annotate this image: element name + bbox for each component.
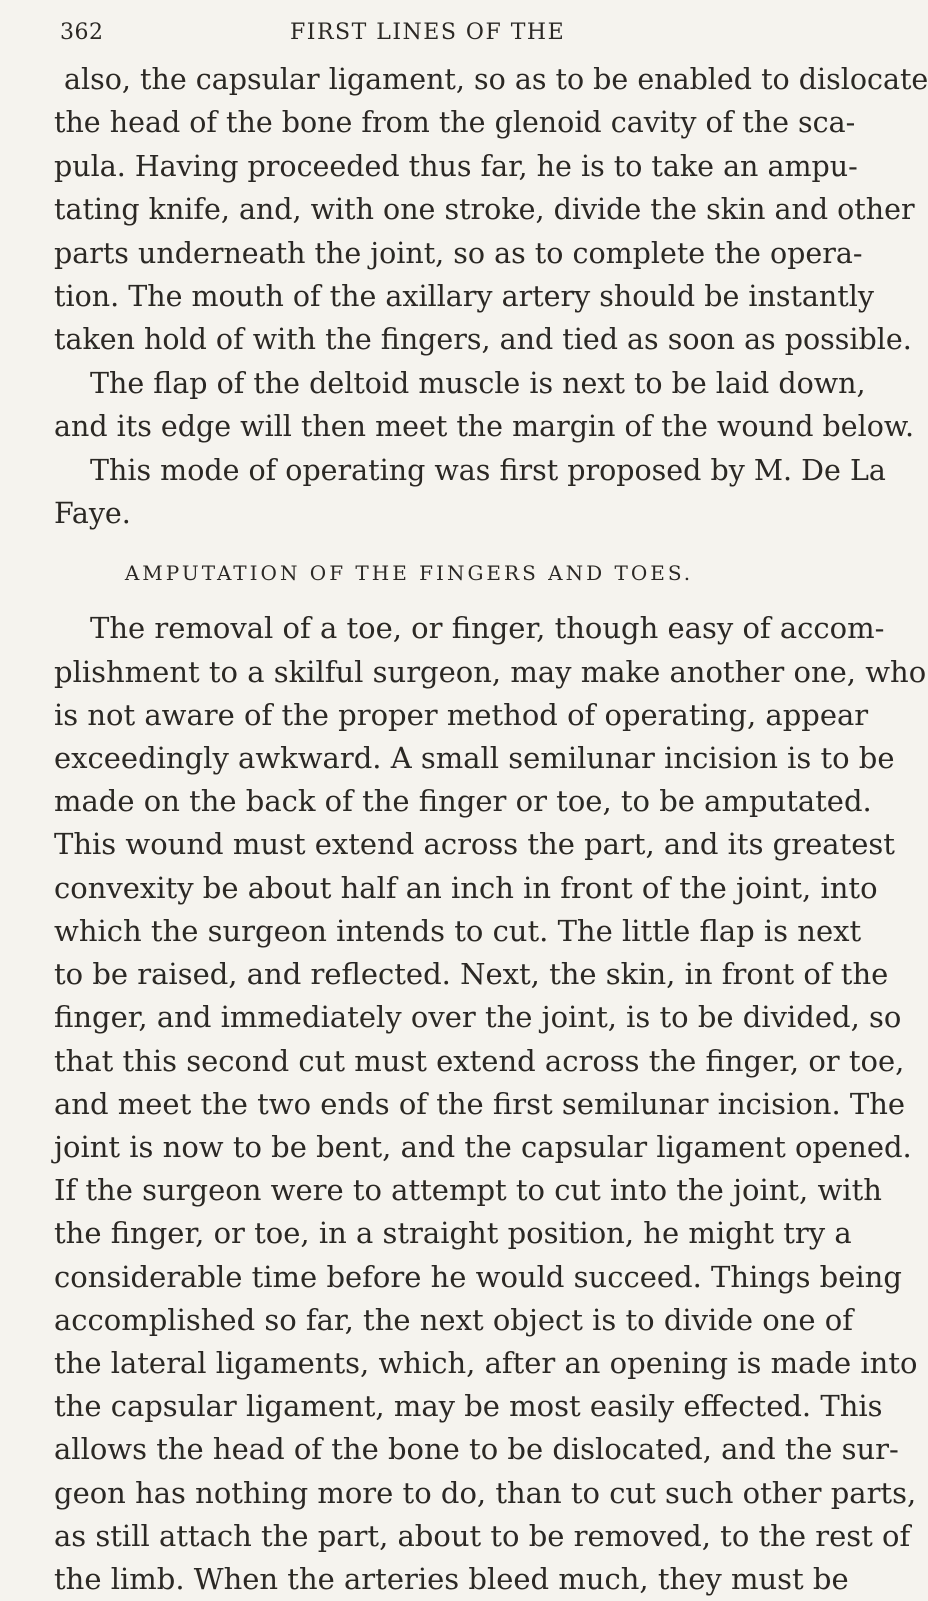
text-line: accomplished so far, the next object is to divide one of (54, 1302, 853, 1337)
text-line: that this second cut must extend across the finger, or toe, (54, 1043, 905, 1078)
text-line: the limb. When the arteries bleed much, they must be (54, 1561, 849, 1596)
text-line: and meet the two ends of the first semilunar incision. The (54, 1086, 906, 1121)
text-line: parts underneath the joint, so as to complete the opera- (54, 236, 863, 270)
text-line: the lateral ligaments, which, after an opening is made into (54, 1345, 918, 1380)
text-line: the capsular ligament, may be most easily effected. This (54, 1389, 883, 1424)
text-line: the finger, or toe, in a straight position, he might try a (54, 1216, 852, 1251)
text-line: considerable time before he would succeed. Things being (54, 1259, 902, 1294)
text-line: exceedingly awkward. A small semilunar incision is to be (54, 741, 895, 776)
section-heading: AMPUTATION OF THE FINGERS AND TOES. (124, 561, 694, 586)
page-header (60, 14, 760, 54)
text-line: The flap of the deltoid muscle is next to be laid down, (90, 366, 866, 400)
text-line: which the surgeon intends to cut. The little flap is next (54, 913, 862, 948)
text-line: This mode of operating was first proposed by M. De La (90, 453, 886, 487)
text-line: If the surgeon were to attempt to cut into the joint, with (54, 1173, 882, 1208)
paragraph-shoulder-amputation (54, 58, 928, 535)
text-line: plishment to a skilful surgeon, may make another one, who (54, 654, 927, 689)
text-line: as still attach the part, about to be removed, to the rest of (54, 1518, 911, 1553)
page-number: 362 (60, 20, 104, 45)
text-line: taken hold of with the fingers, and tied as soon as possible. (54, 323, 912, 357)
text-line: Faye. (54, 497, 131, 531)
text-line: is not aware of the proper method of operating, appear (54, 697, 869, 732)
text-line: This wound must extend across the part, and its greatest (54, 827, 895, 862)
paragraph-finger-amputation (54, 607, 927, 1601)
text-line: The removal of a toe, or finger, though easy of accom- (90, 611, 885, 646)
text-line: joint is now to be bent, and the capsular ligament opened. (54, 1129, 912, 1164)
text-line: finger, and immediately over the joint, is to be divided, so (54, 1000, 902, 1035)
text-line: convexity be about half an inch in front of the joint, into (54, 870, 878, 905)
text-line: pula. Having proceeded thus far, he is to take an ampu- (54, 149, 858, 183)
text-line: the head of the bone from the glenoid cavity of the sca- (54, 106, 856, 140)
text-line: and its edge will then meet the margin of the wound below. (54, 410, 915, 444)
text-line: allows the head of the bone to be dislocated, and the sur- (54, 1432, 899, 1467)
text-line: to be raised, and reflected. Next, the skin, in front of the (54, 957, 889, 992)
text-line: tating knife, and, with one stroke, divide the skin and other (54, 193, 915, 227)
text-line: also, the capsular ligament, so as to be enabled to dislocate (64, 63, 928, 96)
body-text (54, 58, 928, 1601)
running-head: FIRST LINES OF THE (290, 20, 566, 45)
text-line: geon has nothing more to do, than to cut such other parts, (54, 1475, 917, 1510)
text-line: tion. The mouth of the axillary artery should be instantly (54, 280, 874, 314)
text-line: made on the back of the finger or toe, to be amputated. (54, 784, 872, 819)
